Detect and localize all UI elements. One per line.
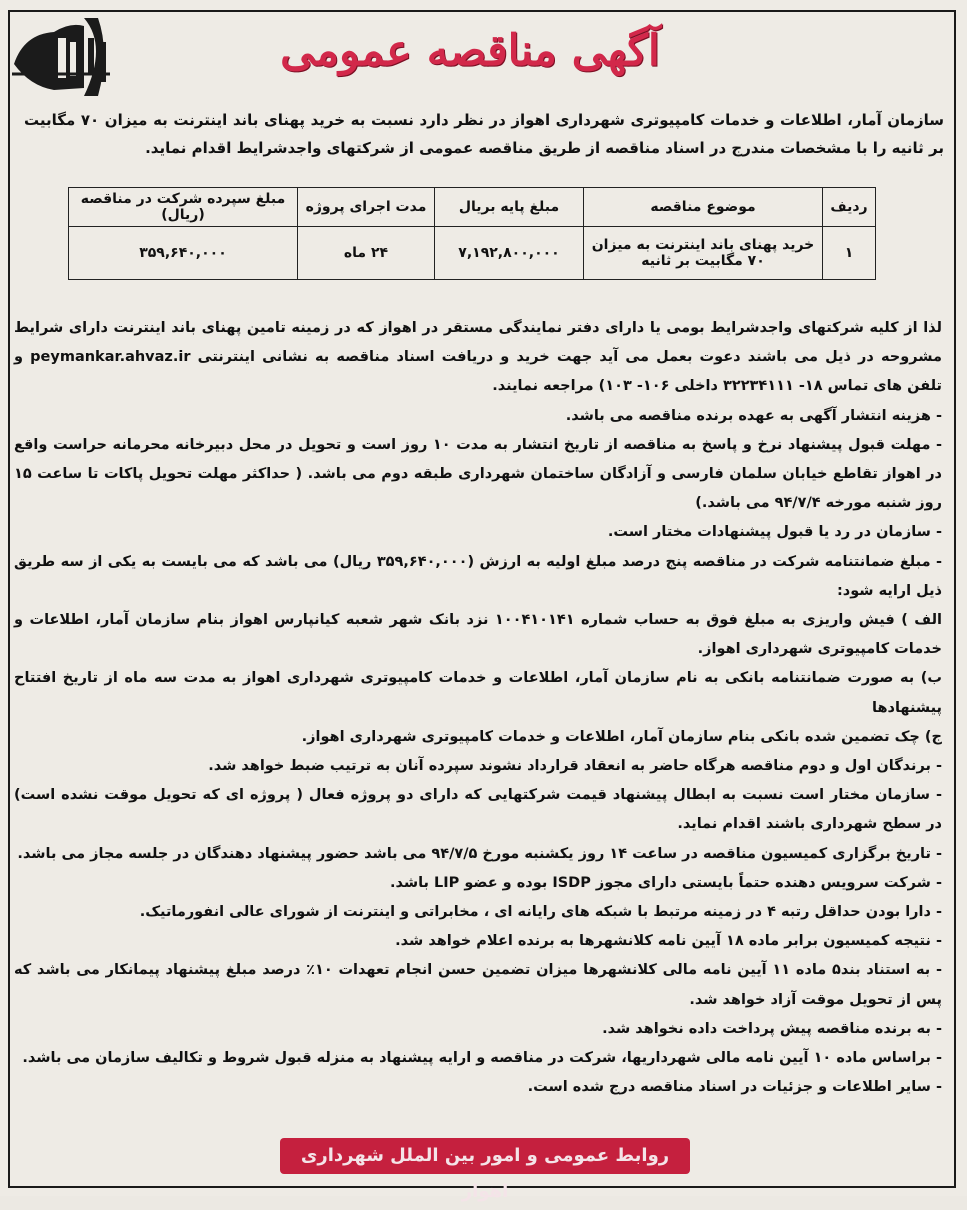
intro-paragraph: سازمان آمار، اطلاعات و خدمات کامپیوتری شهرداری اهواز در نظر دارد نسبت به خرید پهنای باند اینترنت به میزان ۷۰ مگابیت بر ثانیه را با مشخصات مندرج در اسناد مناقصه از طریق مناقصه عمومی از شرکتهای واجدشرایط اقدام نماید. <box>24 111 944 157</box>
cell-base-price: ۷,۱۹۲,۸۰۰,۰۰۰ <box>435 227 584 280</box>
footer-banner: روابط عمومی و امور بین الملل شهرداری اهواز <box>280 1138 690 1174</box>
body-paragraph: - شرکت سرویس دهنده حتماً بایستی دارای مجوز ISDP بوده و عضو LIP باشد. <box>389 874 942 891</box>
table-header-row <box>69 188 876 227</box>
notice-title: آگهی مناقصه عمومی <box>280 26 660 76</box>
body-paragraph: - سایر اطلاعات و جزئیات در اسناد مناقصه درج شده است. <box>527 1079 942 1096</box>
cell-subject: خرید پهنای باند اینترنت به میزان ۷۰ مگابیت بر ثانیه <box>584 227 823 280</box>
header-duration: مدت اجرای پروژه <box>298 188 435 227</box>
body-paragraph: - دارا بودن حداقل رتبه ۴ در زمینه مرتبط با شبکه های رایانه ای ، مخابراتی و اینترنت از شورای عالی انفورماتیک. <box>139 904 942 921</box>
header-base-price: مبلغ پایه بریال <box>435 188 584 227</box>
body-paragraph: - تاریخ برگزاری کمیسیون مناقصه در ساعت ۱۴ روز یکشنبه مورخ ۹۴/۷/۵ می باشد حضور پیشنهاد دهندگان در جلسه مجاز می باشد. <box>17 845 942 862</box>
body-paragraph: ب) به صورت ضمانتنامه بانکی به نام سازمان آمار، اطلاعات و خدمات کامپیوتری شهرداری اهواز به مدت سه ماه از تاریخ افتتاح پیشنهادها <box>14 670 942 716</box>
body-paragraph: - به برنده مناقصه پیش پرداخت داده نخواهد شد. <box>602 1020 942 1037</box>
body-paragraph: - سازمان در رد یا قبول پیشنهادات مختار است. <box>607 524 942 541</box>
body-paragraph: - براساس ماده ۱۰ آیین نامه مالی شهرداریها، شرکت در مناقصه و ارایه پیشنهاد به منزله قبول شروط و تکالیف سازمان می باشد. <box>22 1050 942 1067</box>
body-paragraph: الف ) فیش واریزی به مبلغ فوق به حساب شماره ۱۰۰۴۱۰۱۴۱ نزد بانک شهر شعبه کیانپارس اهواز بنام سازمان آمار، اطلاعات و خدمات کامپیوتری شهرداری اهواز. <box>14 612 942 658</box>
header-subject: موضوع مناقصه <box>584 188 823 227</box>
table-row <box>69 227 876 280</box>
header-row-number: ردیف <box>823 188 876 227</box>
body-paragraph: - نتیجه کمیسیون برابر ماده ۱۸ آیین نامه کلانشهرها به برنده اعلام خواهد شد. <box>395 933 942 950</box>
notice-body <box>14 314 942 1102</box>
cell-row-number: ۱ <box>823 227 876 280</box>
cell-duration: ۲۴ ماه <box>298 227 435 280</box>
body-paragraph: - سازمان مختار است نسبت به ابطال پیشنهاد قیمت شرکتهایی که دارای دو پروژه فعال ( پروژه ای که تحویل موقت نشده است) در سطح شهرداری باشند اقدام نماید. <box>14 787 942 833</box>
cell-deposit: ۳۵۹,۶۴۰,۰۰۰ <box>69 227 298 280</box>
body-paragraph: ج) چک تضمین شده بانکی بنام سازمان آمار، اطلاعات و خدمات کامپیوتری شهرداری اهواز. <box>301 728 942 745</box>
ahvaz-bridge-logo-icon <box>10 12 114 104</box>
tender-table <box>68 187 876 280</box>
body-paragraph: - مهلت قبول پیشنهاد نرخ و پاسخ به مناقصه از تاریخ انتشار به مدت ۱۰ روز است و تحویل در محل دبیرخانه محرمانه حراست واقع در اهواز تقاطع خیابان سلمان فارسی و آزادگان ساختمان شهرداری طبقه دوم می باشد. ( حداکثر مهلت تحویل پاکات تا ساعت ۱۵ روز شنبه مورخه ۹۴/۷/۴ می باشد.) <box>14 436 943 512</box>
body-paragraph: - مبلغ ضمانتنامه شرکت در مناقصه پنج درصد مبلغ اولیه به ارزش (۳۵۹,۶۴۰,۰۰۰ ریال) می باشد که می بایست به یکی از سه طریق ذیل ارایه شود: <box>14 553 942 599</box>
body-paragraph: - به استناد بند۵ ماده ۱۱ آیین نامه مالی کلانشهرها میزان تضمین حسن انجام تعهدات ۱۰٪ درصد مبلغ پیشنهاد پیمانکار می باشد که پس از تحویل موقت آزاد خواهد شد. <box>14 962 942 1008</box>
body-paragraph: - برندگان اول و دوم مناقصه هرگاه حاضر به انعقاد قرارداد نشوند سپرده آنان به ترتیب ضبط خواهد شد. <box>208 758 942 775</box>
header-deposit: مبلغ سپرده شرکت در مناقصه (ریال) <box>69 188 298 227</box>
body-paragraph: - هزینه انتشار آگهی به عهده برنده مناقصه می باشد. <box>565 407 942 424</box>
body-paragraph: لذا از کلیه شرکتهای واجدشرایط بومی یا دارای دفتر نمایندگی مستقر در اهواز که در زمینه تامین پهنای باند اینترنت دارای شرایط مشروحه در ذیل می باشند دعوت بعمل می آید جهت خرید و دریافت اسناد مناقصه به نشانی اینترنتی peymankar.ahvaz.ir و تلفن های تماس ۱۸- ۳۲۲۳۴۱۱۱ داخلی ۱۰۶- ۱۰۳) مراجعه نمایند. <box>14 320 943 395</box>
